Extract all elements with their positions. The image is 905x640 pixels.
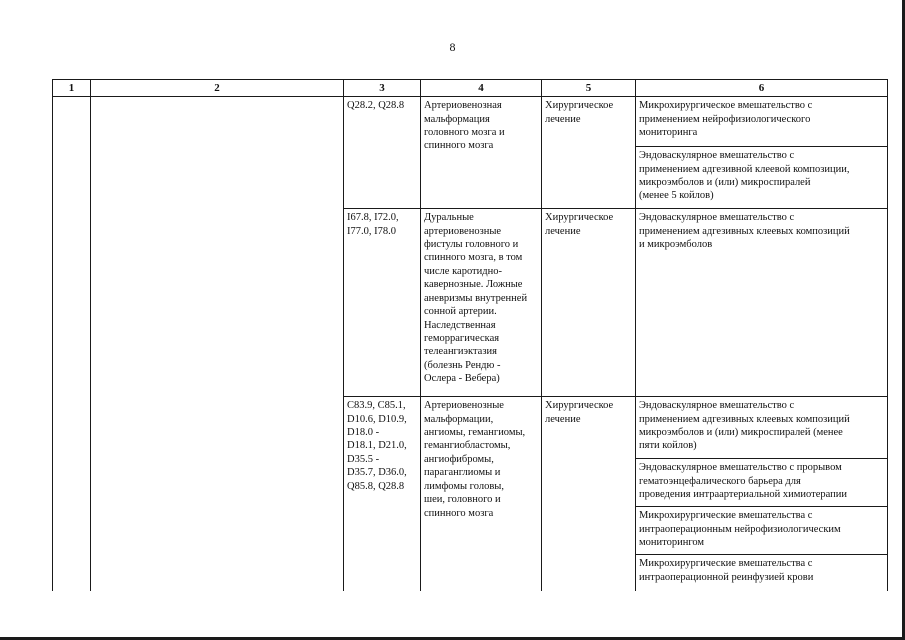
diagnosis-cell: Артериовенозная мальформация головного мозга и спинного мозга	[421, 97, 542, 209]
treatment-type-cell: Хирургическое лечение	[542, 397, 636, 591]
page-number: 8	[449, 40, 456, 54]
treatment-method-cell: Микрохирургические вмешательства с интраоперационным нейрофизиологическим мониторингом	[636, 507, 888, 555]
empty-col-2-cell	[91, 97, 344, 591]
column-number: 6	[636, 80, 888, 97]
empty-col-1-cell	[53, 97, 91, 591]
diagnosis-cell: Дуральные артериовенозные фистулы головного и спинного мозга, в том числе каротидно- кавернозные. Ложные аневризмы внутренней сонной артерии. Наследственная геморрагическая телеангиэктазия (болезнь Рендю - Ослера - Вебера)	[421, 209, 542, 397]
treatment-method-cell: Микрохирургическое вмешательство с применением нейрофизиологического мониторинга	[636, 97, 888, 147]
column-number: 4	[421, 80, 542, 97]
column-number-row	[53, 80, 888, 97]
icd-codes-cell: Q28.2, Q28.8	[344, 97, 421, 209]
column-number: 5	[542, 80, 636, 97]
icd-codes-cell: C83.9, C85.1, D10.6, D10.9, D18.0 - D18.1, D21.0, D35.5 - D35.7, D36.0, Q85.8, Q28.8	[344, 397, 421, 591]
column-number: 3	[344, 80, 421, 97]
treatment-method-cell: Эндоваскулярное вмешательство с прорывом гематоэнцефалического барьера для проведения интраартериальной химиотерапии	[636, 459, 888, 507]
column-number: 1	[53, 80, 91, 97]
table-row	[53, 97, 888, 147]
treatment-type-cell: Хирургическое лечение	[542, 97, 636, 209]
icd-codes-cell: I67.8, I72.0, I77.0, I78.0	[344, 209, 421, 397]
treatment-method-cell: Микрохирургические вмешательства с интраоперационной реинфузией крови	[636, 555, 888, 591]
treatment-method-cell: Эндоваскулярное вмешательство с применением адгезивных клеевых композиций микроэмболов и (или) микроспиралей (менее пяти койлов)	[636, 397, 888, 459]
treatment-method-cell: Эндоваскулярное вмешательство с применением адгезивной клеевой композиции, микроэмболов и (или) микроспиралей (менее 5 койлов)	[636, 147, 888, 209]
medical-care-table	[52, 79, 888, 591]
treatment-method-cell: Эндоваскулярное вмешательство с применением адгезивных клеевых композиций и микроэмболов	[636, 209, 888, 397]
column-number: 2	[91, 80, 344, 97]
treatment-type-cell: Хирургическое лечение	[542, 209, 636, 397]
diagnosis-cell: Артериовенозные мальформации, ангиомы, гемангиомы, гемангиобластомы, ангиофибромы, параганглиомы и лимфомы головы, шеи, головного и спинного мозга	[421, 397, 542, 591]
